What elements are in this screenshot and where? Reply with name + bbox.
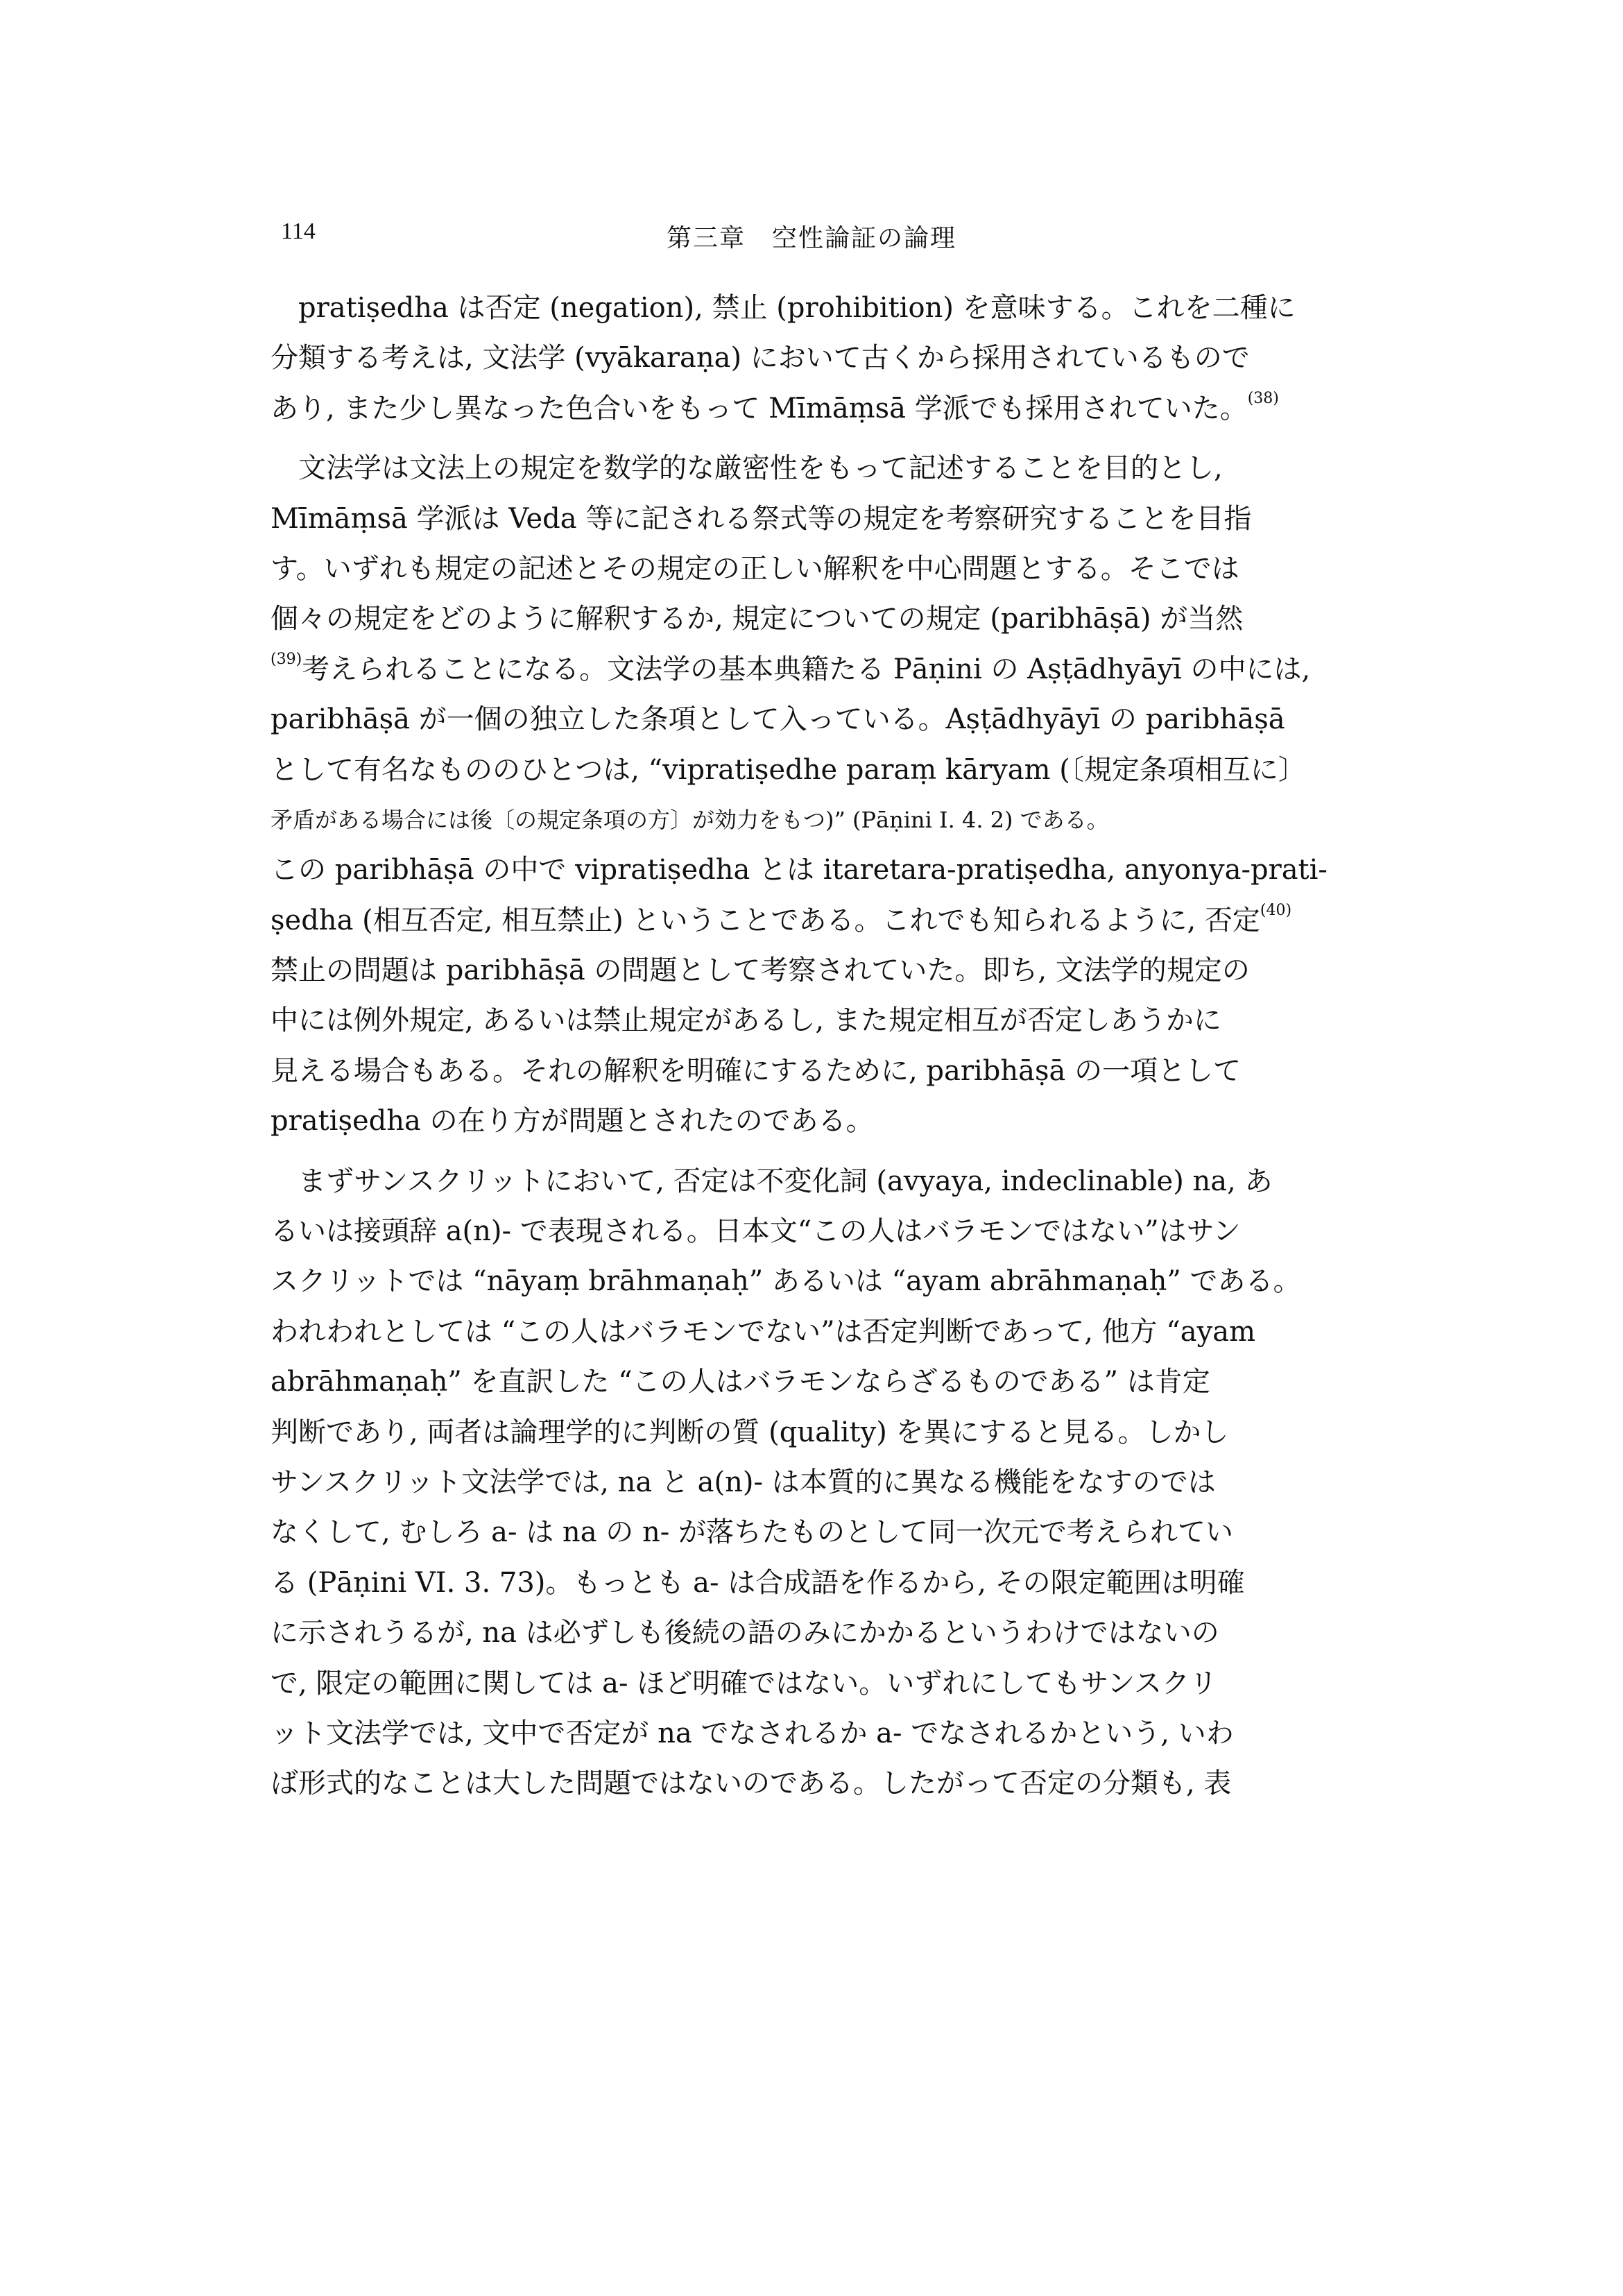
- text-line: 禁止の問題は paribhāṣā の問題として考察されていた。即ち, 文法学的規定の: [270, 954, 1250, 987]
- chapter-title: 第三章 空性論証の論理: [666, 224, 956, 252]
- text-line: われわれとしては “この人はバラモンでない”は否定判断であって, 他方 “ayam: [270, 1315, 1256, 1348]
- text-line: 矛盾がある場合には後〔の規定条項の方〕が効力をもつ)” (Pāṇini I. 4. 2) である。: [270, 806, 1109, 833]
- footnote-marker-40: (40): [1260, 901, 1292, 919]
- footnote-marker-39: (39): [270, 650, 302, 668]
- page-number: 114: [281, 219, 316, 244]
- text-line: pratiṣedha は否定 (negation), 禁止 (prohibition) を意味する。これを二種に: [298, 292, 1296, 324]
- text-line: Mīmāṃsā 学派は Veda 等に記される祭式等の規定を考察研究することを目指: [270, 502, 1252, 535]
- text-line: で, 限定の範囲に関しては a- ほど明確ではない。いずれにしてもサンスクリ: [270, 1667, 1218, 1699]
- text-line: る (Pāṇini VI. 3. 73)。もっとも a- は合成語を作るから, その限定範囲は明確: [270, 1566, 1245, 1599]
- text-line: 中には例外規定, あるいは禁止規定があるし, また規定相互が否定しあうかに: [270, 1004, 1221, 1037]
- text-line: 文法学は文法上の規定を数学的な厳密性をもって記述することを目的とし,: [298, 452, 1223, 485]
- text-line: ば形式的なことは大した問題ではないのである。したがって否定の分類も, 表: [270, 1767, 1232, 1800]
- text-segment: あり, また少し異なった色合いをもって Mīmāṃsā 学派でも採用されていた。: [270, 392, 1248, 425]
- text-line: [270, 896, 1477, 945]
- text-line: [270, 384, 1477, 434]
- text-line: 分類する考えは, 文法学 (vyākaraṇa) において古くから採用されているもので: [270, 342, 1250, 375]
- text-line: paribhāṣā が一個の独立した条項として入っている。Aṣṭādhyāyī の paribhāṣā: [270, 703, 1285, 736]
- page-header: [0, 219, 1623, 260]
- text-line: なくして, むしろ a- は na の n- が落ちたものとして同一次元で考えられてい: [270, 1516, 1233, 1549]
- text-line: まずサンスクリットにおいて, 否定は不変化詞 (avyaya, indeclinable) na, あ: [298, 1165, 1273, 1197]
- text-segment: 考えられることになる。文法学の基本典籍たる Pāṇini の Aṣṭādhyāyī の中には,: [302, 653, 1311, 685]
- text-line: サンスクリット文法学では, na と a(n)- は本質的に異なる機能をなすのでは: [270, 1466, 1216, 1498]
- text-line: abrāhmaṇaḥ” を直訳した “この人はバラモンならざるものである” は肯定: [270, 1366, 1210, 1398]
- text-line: pratiṣedha の在り方が問題とされたのである。: [270, 1105, 874, 1138]
- text-line: 個々の規定をどのように解釈するか, 規定についての規定 (paribhāṣā) が当然: [270, 603, 1244, 635]
- body-text: [270, 283, 1477, 1809]
- text-line: に示されうるが, na は必ずしも後続の語のみにかかるというわけではないの: [270, 1617, 1219, 1650]
- text-line: スクリットでは “nāyaṃ brāhmaṇaḥ” あるいは “ayam abrāhmaṇaḥ” である。: [270, 1265, 1301, 1298]
- text-line: 判断であり, 両者は論理学的に判断の質 (quality) を異にすると見る。しかし: [270, 1416, 1229, 1448]
- text-line: として有名なもののひとつは, “vipratiṣedhe paraṃ kāryam (〔規定条項相互に〕: [270, 753, 1306, 786]
- footnote-marker-38: (38): [1247, 389, 1279, 407]
- text-line: す。いずれも規定の記述とその規定の正しい解釈を中心問題とする。そこでは: [270, 552, 1239, 585]
- text-line: [270, 644, 1477, 694]
- text-line: るいは接頭辞 a(n)- で表現される。日本文“この人はバラモンではない”はサン: [270, 1215, 1241, 1248]
- text-line: この paribhāṣā の中で vipratiṣedha とは itaretara-pratiṣedha, anyonya-prati-: [270, 854, 1328, 886]
- text-segment: ṣedha (相互否定, 相互禁止) ということである。これでも知られるように, 否定: [270, 904, 1260, 936]
- text-line: ット文法学では, 文中で否定が na でなされるか a- でなされるかという, いわ: [270, 1717, 1234, 1749]
- text-line: 見える場合もある。それの解釈を明確にするために, paribhāṣā の一項として: [270, 1054, 1242, 1087]
